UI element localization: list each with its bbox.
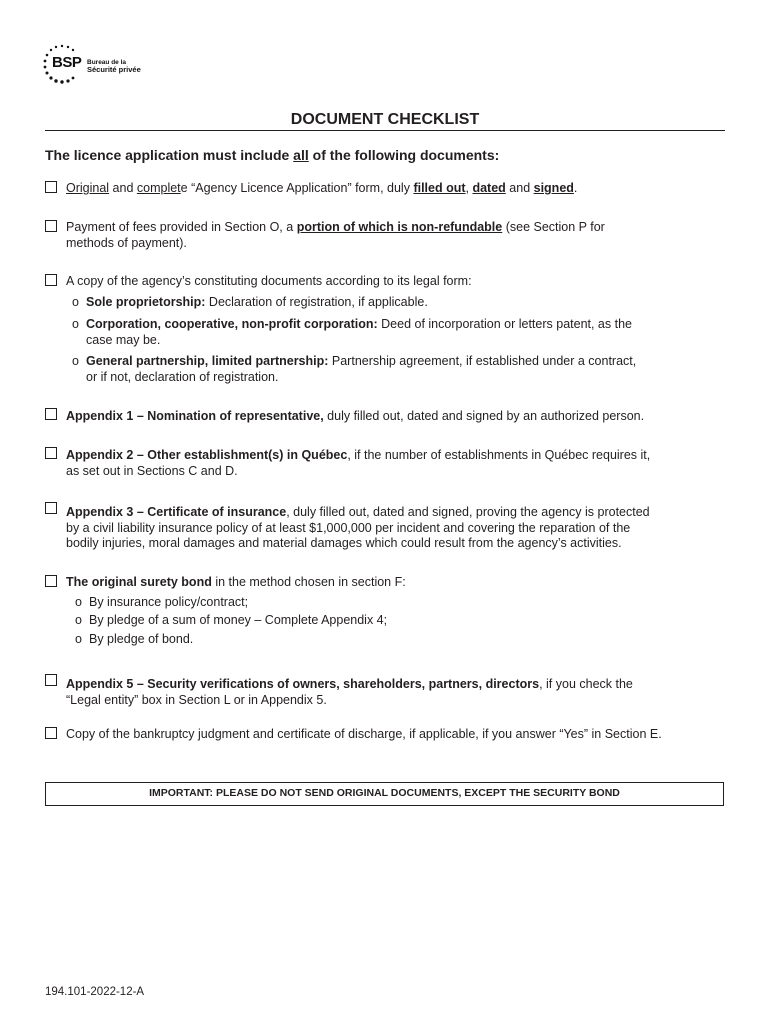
item-appendix-2 — [66, 448, 650, 479]
intro-after: of the following documents: — [308, 147, 500, 163]
appendix2-label: Appendix 2 – Other establishment(s) in Québec — [66, 448, 348, 462]
checkbox-bankruptcy[interactable] — [45, 727, 57, 739]
item-original-form — [66, 181, 577, 197]
appendix2-text: , if the number of establishments in Québec requires it, — [347, 448, 651, 462]
item-bankruptcy: Copy of the bankruptcy judgment and certificate of discharge, if applicable, if you answer “Yes” in Section E. — [66, 727, 662, 741]
logo-acronym: BSP — [52, 54, 82, 71]
intro-before: The licence application must include — [45, 147, 294, 163]
surety-opt1: By insurance policy/contract; — [89, 595, 249, 609]
checkbox-appendix-5[interactable] — [45, 674, 57, 686]
intro-emph: all — [293, 147, 309, 163]
logo-org-line2: Sécurité privée — [87, 65, 141, 74]
text-filled-out: filled out — [413, 181, 466, 195]
title-divider — [45, 130, 725, 131]
sub-sole-proprietorship — [72, 295, 428, 311]
payment-line1 — [66, 220, 605, 236]
appendix5-line2: “Legal entity” box in Section L or in Appendix 5. — [66, 692, 327, 707]
surety-option-insurance — [75, 595, 248, 611]
surety-opt3: By pledge of bond. — [89, 632, 194, 646]
item-payment — [66, 220, 605, 251]
payment-line2: methods of payment). — [66, 235, 187, 250]
text-signed: signed — [533, 181, 574, 195]
corp-line2: case may be. — [86, 332, 161, 347]
text-complete: complet — [136, 181, 181, 195]
checkbox-appendix-3[interactable] — [45, 502, 57, 514]
bsp-logo — [42, 44, 152, 88]
appendix5-text: , if you check the — [539, 677, 633, 691]
surety-option-money — [75, 613, 387, 629]
text-non-refundable: portion of which is non-refundable — [296, 220, 503, 234]
item-appendix-5 — [66, 677, 726, 708]
text-and: and — [109, 181, 137, 195]
checkbox-appendix-2[interactable] — [45, 447, 57, 459]
gp-label: General partnership, limited partnership: — [86, 354, 329, 368]
checkbox-constituting-docs[interactable] — [45, 274, 57, 286]
bullet-icon: o — [72, 295, 79, 309]
corp-text: Deed of incorporation or letters patent, as the — [377, 317, 632, 331]
appendix3-line2: by a civil liability insurance policy of at least $1,000,000 per incident and covering the reparation of the — [66, 520, 631, 535]
payment-part2: (see Section P for — [502, 220, 605, 234]
surety-opt2: By pledge of a sum of money – Complete Appendix 4; — [89, 613, 388, 627]
checkbox-appendix-1[interactable] — [45, 408, 57, 420]
text-comma: , — [465, 181, 473, 195]
appendix3-text: , duly filled out, dated and signed, proving the agency is protected — [286, 505, 650, 519]
appendix1-text: duly filled out, dated and signed by an authorized person. — [323, 409, 645, 423]
text-form-name: e “Agency Licence Application” form, duly — [180, 181, 414, 195]
item-constituting-lead: A copy of the agency’s constituting documents according to its legal form: — [66, 274, 472, 288]
important-notice: IMPORTANT: PLEASE DO NOT SEND ORIGINAL DOCUMENTS, EXCEPT THE SECURITY BOND — [45, 782, 724, 806]
sub-corporation — [72, 317, 722, 348]
gp-text: Partnership agreement, if established under a contract, — [328, 354, 637, 368]
item-appendix-3 — [66, 505, 726, 552]
surety-text: in the method chosen in section F: — [211, 575, 406, 589]
checkbox-payment[interactable] — [45, 220, 57, 232]
surety-option-bond — [75, 632, 193, 648]
appendix3-line3: bodily injuries, moral damages and material damages which could result from the agency’s activities. — [66, 536, 622, 550]
sole-label: Sole proprietorship: — [86, 295, 206, 309]
item-appendix-1 — [66, 409, 644, 425]
appendix3-label: Appendix 3 – Certificate of insurance — [66, 505, 287, 519]
checkbox-surety-bond[interactable] — [45, 575, 57, 587]
appendix1-label: Appendix 1 – Nomination of representative, — [66, 409, 324, 423]
text-and2: and — [505, 181, 534, 195]
appendix5-label: Appendix 5 – Security verifications of owners, shareholders, partners, directors — [66, 677, 540, 691]
logo-org-line1: Bureau de la — [87, 59, 127, 66]
bullet-icon: o — [75, 595, 82, 609]
corp-label: Corporation, cooperative, non-profit corporation: — [86, 317, 378, 331]
text-original: Original — [66, 181, 110, 195]
page-title: DOCUMENT CHECKLIST — [290, 111, 480, 128]
form-code: 194.101-2022-12-A — [45, 986, 145, 998]
bullet-icon: o — [75, 613, 82, 627]
logo-org-name — [87, 59, 141, 73]
sole-text: Declaration of registration, if applicable. — [205, 295, 428, 309]
gp-line2: or if not, declaration of registration. — [86, 369, 279, 384]
surety-label: The original surety bond — [66, 575, 212, 589]
sub-general-partnership — [72, 354, 722, 385]
bullet-icon: o — [72, 354, 79, 368]
checkbox-original-form[interactable] — [45, 181, 57, 193]
item-surety-bond — [66, 575, 406, 591]
bullet-icon: o — [72, 317, 79, 331]
payment-part1: Payment of fees provided in Section O, a — [66, 220, 297, 234]
text-end: . — [573, 181, 578, 195]
intro-text — [45, 147, 499, 163]
text-dated: dated — [472, 181, 506, 195]
bullet-icon: o — [75, 632, 82, 646]
appendix2-line2: as set out in Sections C and D. — [66, 463, 238, 478]
